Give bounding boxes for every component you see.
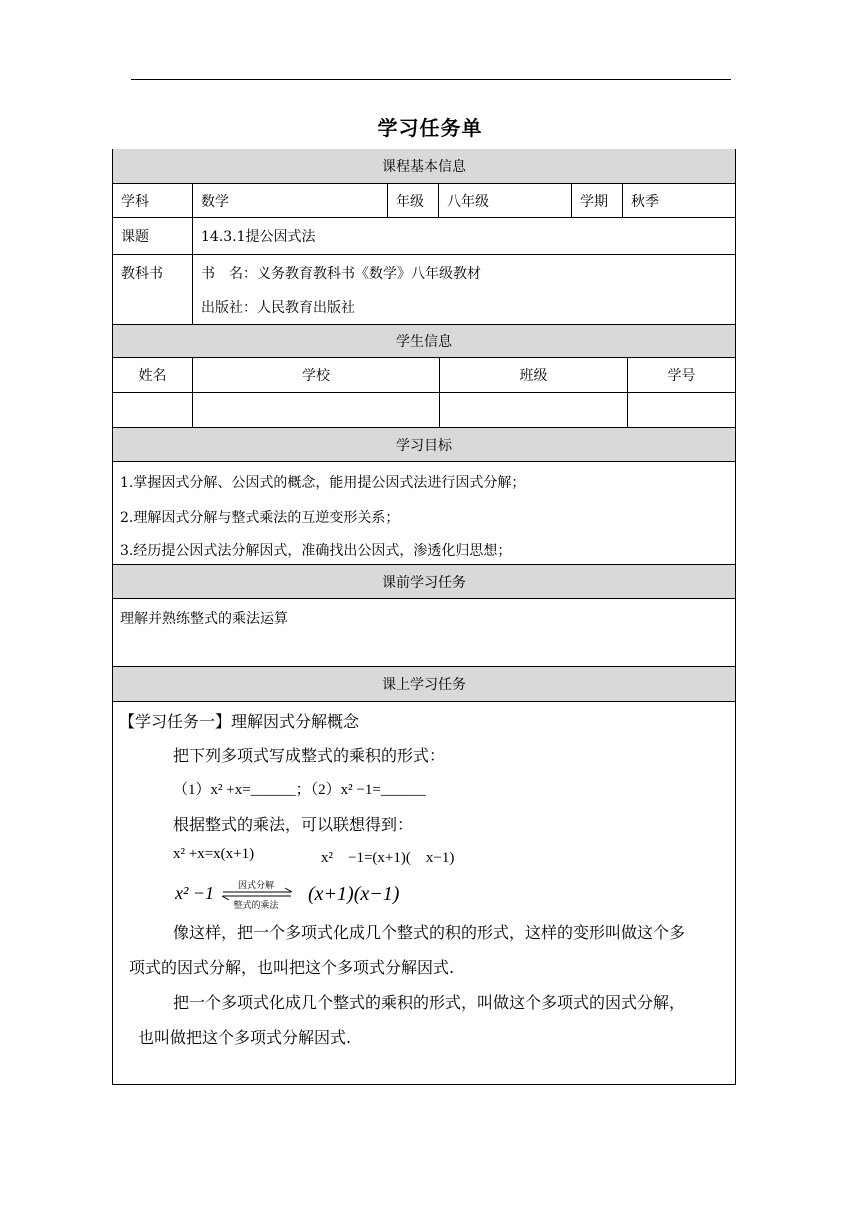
textbook-label: 教科书 bbox=[113, 255, 193, 324]
document-title: 学习任务单 bbox=[377, 116, 483, 140]
goals-header: 学习目标 bbox=[112, 428, 736, 462]
student-id-column: 学号 bbox=[667, 368, 696, 384]
goals-body bbox=[112, 462, 736, 565]
school-field[interactable] bbox=[193, 393, 440, 427]
school-column: 学校 bbox=[193, 358, 440, 392]
student-info-blank-row bbox=[112, 393, 736, 428]
name-column: 姓名 bbox=[113, 358, 193, 392]
textbook-name: 书 名：义务教育教科书《数学》八年级教材 bbox=[201, 265, 481, 282]
topic-label: 课题 bbox=[113, 218, 193, 254]
student-id-field[interactable] bbox=[628, 393, 735, 427]
goal-item: 2.理解因式分解与整式乘法的互逆变形关系； bbox=[120, 510, 400, 526]
association-text: 根据整式的乘法，可以联想得到： bbox=[173, 815, 414, 834]
student-info-header: 学生信息 bbox=[112, 325, 736, 358]
course-info-row bbox=[112, 184, 736, 218]
arrow-top-label: 因式分解 bbox=[237, 881, 275, 891]
factorization-relation-diagram bbox=[175, 876, 415, 912]
textbook-row bbox=[112, 255, 736, 325]
course-info-header: 课程基本信息 bbox=[112, 149, 736, 184]
subject-value: 数学 bbox=[193, 184, 388, 217]
paragraph-1-line-2: 项式的因式分解，也叫把这个多项式分解因式. bbox=[129, 958, 455, 977]
topic-value: 14.3.1提公因式法 bbox=[201, 229, 316, 245]
topic-row bbox=[112, 218, 736, 255]
student-info-columns bbox=[112, 358, 736, 393]
paragraph-1-line-1: 像这样，把一个多项式化成几个整式的积的形式，这样的变形叫做这个多 bbox=[173, 923, 686, 942]
pre-class-header: 课前学习任务 bbox=[112, 565, 736, 599]
task-title: 【学习任务一】理解因式分解概念 bbox=[119, 712, 360, 731]
class-column: 班级 bbox=[440, 358, 628, 392]
exercise-line: （1）x² +x=______；（2）x² −1=______ bbox=[173, 782, 426, 798]
paragraph-2-line-2: 也叫做把这个多项式分解因式. bbox=[138, 1028, 352, 1047]
arrow-rhs: (x+1)(x−1) bbox=[308, 883, 400, 905]
pre-class-body bbox=[112, 599, 736, 667]
equation-1: x² +x=x(x+1) bbox=[173, 846, 255, 862]
goal-item: 3.经历提公因式法分解因式，准确找出公因式，渗透化归思想； bbox=[120, 543, 512, 559]
in-class-header: 课上学习任务 bbox=[112, 667, 736, 702]
arrow-lhs: x² −1 bbox=[175, 883, 215, 903]
grade-value: 八年级 bbox=[439, 184, 572, 217]
goal-item: 1.掌握因式分解、公因式的概念，能用提公因式法进行因式分解； bbox=[120, 475, 526, 491]
name-field[interactable] bbox=[113, 393, 193, 427]
backward-arrow-head bbox=[222, 896, 229, 900]
header-rule bbox=[131, 79, 731, 80]
pre-class-text: 理解并熟练整式的乘法运算 bbox=[120, 611, 288, 627]
grade-label: 年级 bbox=[388, 184, 439, 217]
equation-2: x² −1=(x+1)( x−1) bbox=[321, 850, 455, 866]
forward-arrow-head bbox=[285, 888, 292, 892]
textbook-info bbox=[193, 255, 735, 324]
term-value: 秋季 bbox=[631, 193, 659, 210]
paragraph-2-line-1: 把一个多项式化成几个整式的乘积的形式，叫做这个多项式的因式分解， bbox=[173, 993, 686, 1012]
subject-label: 学科 bbox=[113, 184, 193, 217]
arrow-bottom-label: 整式的乘法 bbox=[233, 901, 279, 911]
textbook-publisher: 出版社：人民教育出版社 bbox=[201, 299, 355, 316]
task-prompt: 把下列多项式写成整式的乘积的形式： bbox=[173, 746, 446, 765]
term-label: 学期 bbox=[572, 184, 623, 217]
class-field[interactable] bbox=[440, 393, 628, 427]
